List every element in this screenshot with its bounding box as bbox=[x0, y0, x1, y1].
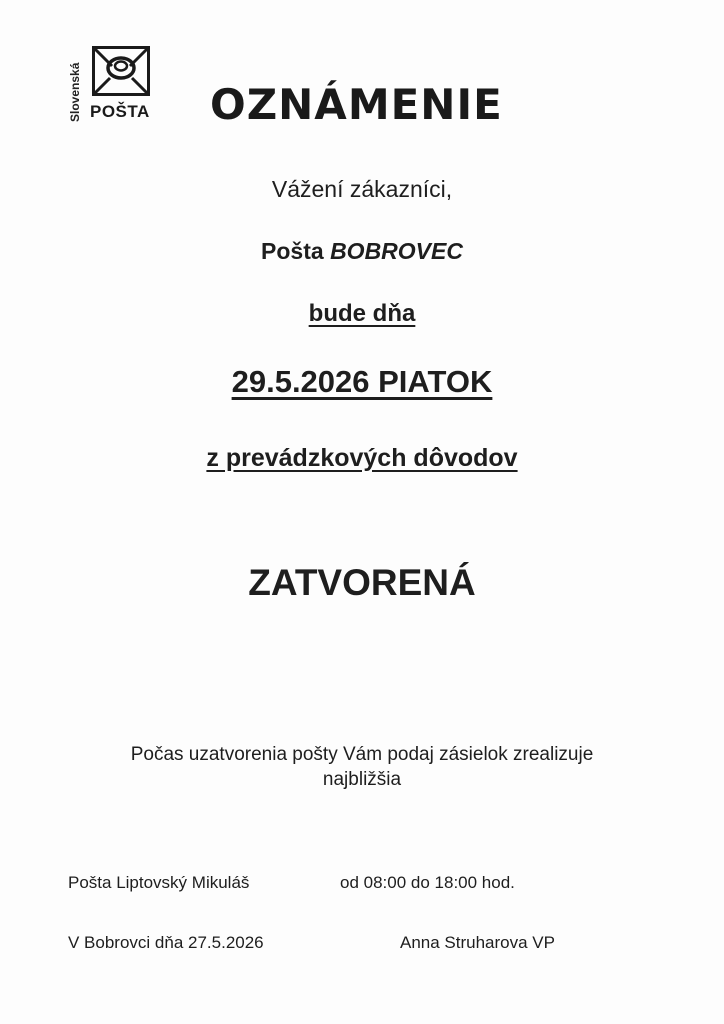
post-office-line bbox=[0, 238, 724, 265]
closure-reason bbox=[0, 444, 724, 473]
slovenska-posta-logo bbox=[62, 40, 166, 130]
alternative-hours: od 08:00 do 18:00 hod. bbox=[340, 873, 515, 892]
logo-brand-vertical-text: Slovenská bbox=[68, 62, 82, 122]
will-be-text: bude dňa bbox=[308, 300, 416, 327]
post-horn-logo-icon bbox=[92, 46, 150, 96]
greeting: Vážení zákazníci, bbox=[271, 176, 453, 202]
closure-reason-text: z prevádzkových dôvodov bbox=[206, 444, 518, 472]
logo-brand-name: POŠTA bbox=[90, 102, 150, 121]
post-office-prefix: Pošta bbox=[261, 238, 331, 264]
place-and-date: V Bobrovci dňa 27.5.2026 bbox=[68, 933, 264, 952]
post-office-name: BOBROVEC bbox=[330, 238, 463, 264]
closure-status: ZATVORENÁ bbox=[248, 562, 476, 603]
page-title: OZNÁMENIE bbox=[210, 80, 503, 129]
signature: Anna Struharova VP bbox=[400, 933, 555, 952]
closure-date bbox=[0, 364, 724, 400]
closure-date-text: 29.5.2026 PIATOK bbox=[231, 364, 493, 399]
alternative-notice-line-1: Počas uzatvorenia pošty Vám podaj zásielok zrealizuje bbox=[130, 744, 594, 765]
alternative-notice-line-2: najbližšia bbox=[322, 769, 402, 790]
alternative-notice bbox=[80, 742, 644, 792]
will-be-label bbox=[0, 300, 724, 328]
alternative-office: Pošta Liptovský Mikuláš bbox=[68, 873, 250, 892]
